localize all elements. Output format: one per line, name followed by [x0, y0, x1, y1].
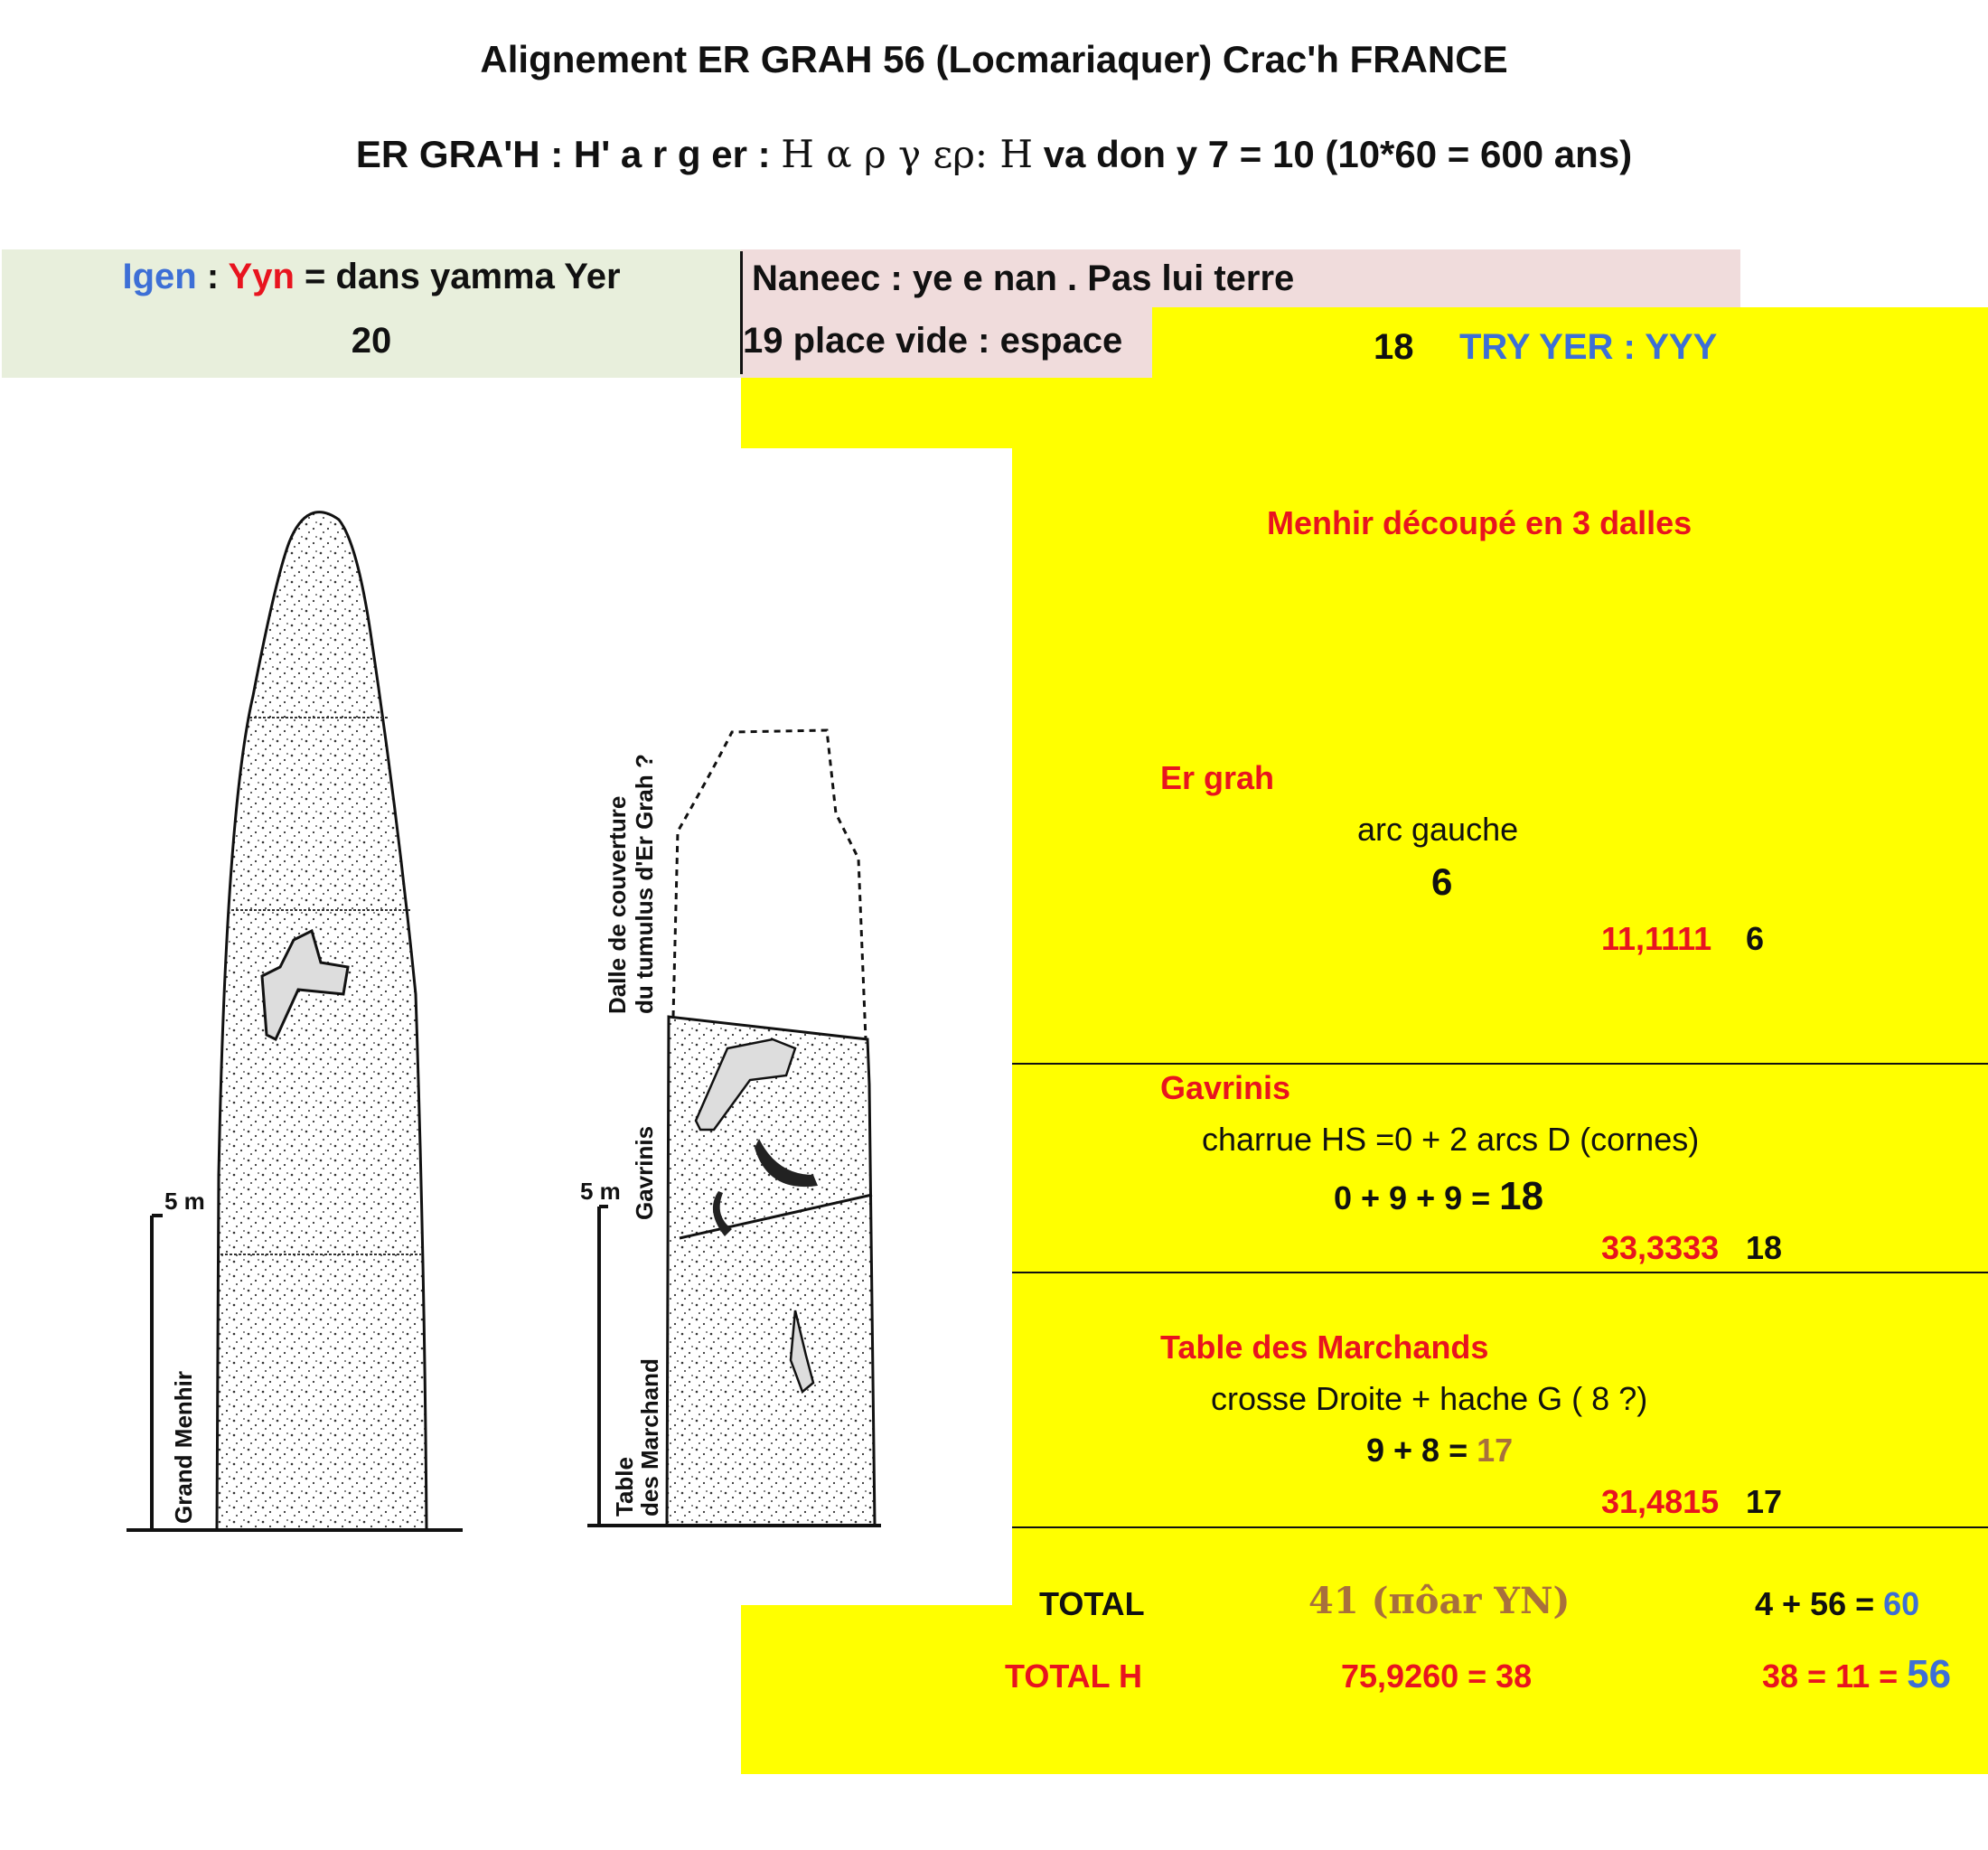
igen-word: Igen — [122, 257, 197, 296]
total-h-calc — [1762, 1652, 1951, 1697]
total-calc — [1755, 1585, 1919, 1623]
left-scale-label: 5 m — [164, 1188, 205, 1215]
total-h-label: TOTAL H — [1005, 1657, 1142, 1695]
divider-2 — [1012, 1272, 1988, 1273]
place-vide-text: 19 place vide : espace — [743, 321, 1123, 361]
gavrinis-calc-expr: 0 + 9 + 9 = — [1334, 1179, 1500, 1216]
igen-rest: = dans yamma Yer — [294, 257, 621, 296]
divider-3 — [1012, 1526, 1988, 1528]
table-desc: crosse Droite + hache G ( 8 ?) — [1211, 1380, 1648, 1417]
igen-sep: : — [196, 257, 229, 296]
reconstructed-menhir-stone — [667, 1017, 875, 1526]
table-label-2: des Marchand — [636, 1358, 663, 1517]
total-h-calc-result: 56 — [1907, 1652, 1952, 1696]
dalle-label-2: du tumulus d'Er Grah ? — [631, 754, 658, 1014]
total-calc-expr: 4 + 56 = — [1755, 1585, 1884, 1622]
cell-number-20: 20 — [351, 321, 392, 361]
formula-part-b: va don y 7 = 10 (10*60 = 600 ans) — [1033, 133, 1633, 175]
er-grah-pct: 11,1111 — [1601, 920, 1712, 957]
table-calc-expr: 9 + 8 = — [1366, 1432, 1477, 1469]
grand-menhir-label: Grand Menhir — [170, 1370, 197, 1524]
naneec-text: Naneec : ye e nan . Pas lui terre — [752, 258, 1295, 298]
table-name: Table des Marchands — [1160, 1329, 1489, 1366]
gavrinis-label: Gavrinis — [631, 1125, 658, 1220]
panel-subtitle: Menhir découpé en 3 dalles — [1267, 504, 1693, 541]
er-grah-name: Er grah — [1160, 759, 1275, 796]
divider-1 — [1012, 1063, 1988, 1065]
formula-part-a: ER GRA'H : H' a r g er : — [355, 133, 782, 175]
table-calc — [1366, 1432, 1513, 1470]
cell-number-18: 18 — [1374, 327, 1414, 367]
total-h-calc-expr: 38 = 11 = — [1762, 1657, 1908, 1695]
er-grah-desc: arc gauche — [1357, 811, 1519, 848]
try-yer-text: TRY YER : YYY — [1459, 327, 1718, 367]
page-title: Alignement ER GRAH 56 (Locmariaquer) Crac'h FRANCE — [480, 38, 1508, 80]
table-calc-result: 17 — [1477, 1432, 1514, 1469]
dalle-outline — [673, 730, 866, 1039]
total-calc-result: 60 — [1883, 1585, 1920, 1622]
table-label-1: Table — [611, 1457, 638, 1517]
er-grah-pct-value: 6 — [1746, 920, 1765, 957]
yyn-word: Yyn — [228, 257, 295, 296]
dalle-label-1: Dalle de couverture — [604, 795, 631, 1014]
total-value: 41 (πôar YN) — [1308, 1580, 1571, 1622]
total-h-value: 75,9260 = 38 — [1341, 1657, 1533, 1695]
gavrinis-calc-result: 18 — [1499, 1174, 1544, 1218]
table-pct: 31,4815 — [1601, 1483, 1720, 1520]
right-scale-label: 5 m — [580, 1178, 621, 1205]
table-pct-value: 17 — [1746, 1483, 1783, 1520]
gavrinis-calc — [1334, 1174, 1543, 1219]
gavrinis-pct-value: 18 — [1746, 1229, 1783, 1266]
grand-menhir-stone — [217, 512, 427, 1530]
er-grah-value: 6 — [1431, 860, 1453, 903]
gavrinis-name: Gavrinis — [1160, 1069, 1291, 1106]
total-label: TOTAL — [1039, 1585, 1145, 1622]
gavrinis-pct: 33,3333 — [1601, 1229, 1720, 1266]
formula-greek: Η α ρ γ ερ: Η — [781, 132, 1034, 176]
gavrinis-desc: charrue HS =0 + 2 arcs D (cornes) — [1202, 1121, 1700, 1158]
